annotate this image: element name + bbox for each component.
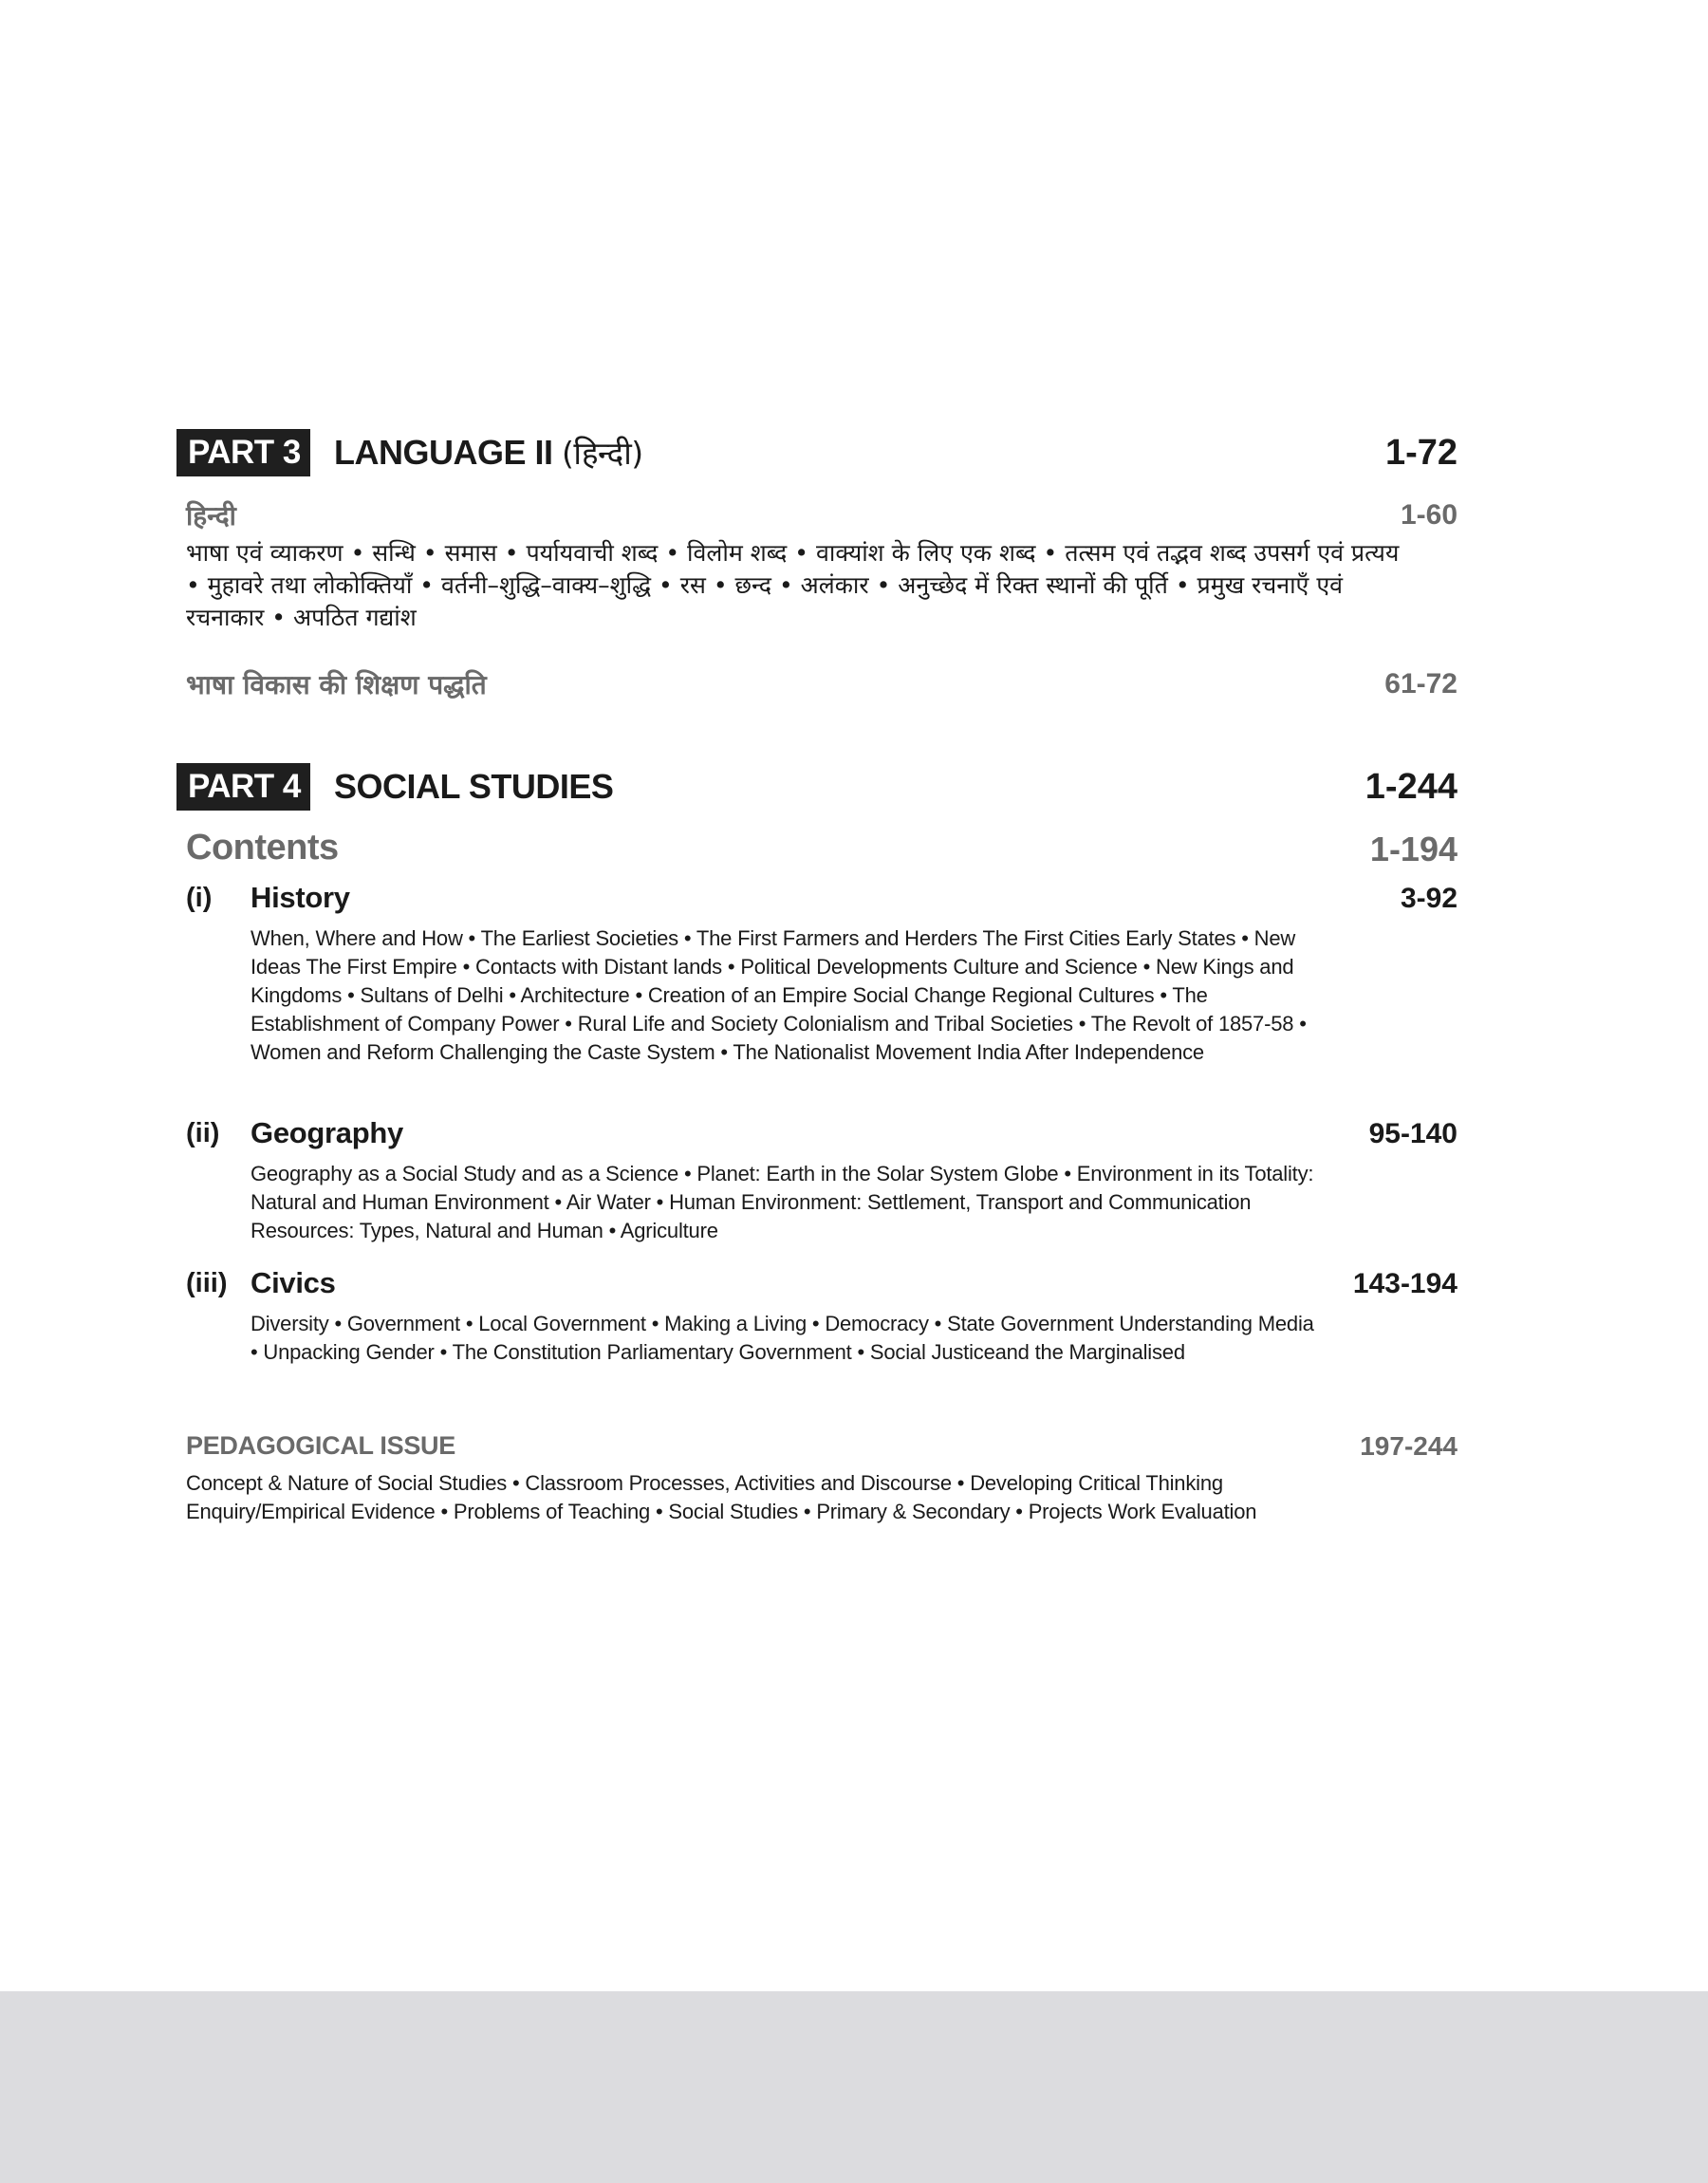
section-topics-geography: Geography as a Social Study and as a Science • Planet: Earth in the Solar System Globe • Environment in its Totality: Natural and Human Environment • Air Water • Human Environment: Settlement, Transport and Communication Resources: Types, Natural and Human • Agriculture <box>251 1162 1314 1242</box>
section-topics-civics: Diversity • Government • Local Government • Making a Living • Democracy • State Government Understanding Media • Unpacking Gender • The Constitution Parliamentary Government • Social Justiceand the Marginalised <box>251 1312 1314 1364</box>
contents-title: Contents <box>186 828 339 868</box>
section-title-civics: Civics <box>251 1266 336 1299</box>
section-number-history: (i) <box>186 883 213 913</box>
page-footer-band <box>0 1991 1708 2183</box>
part4-header <box>176 763 1457 811</box>
pedagogical-title: PEDAGOGICAL ISSUE <box>186 1431 455 1460</box>
section-number-geography: (ii) <box>186 1118 220 1148</box>
part3-badge: PART 3 <box>176 429 310 476</box>
section-title-history: History <box>251 881 350 914</box>
hindi-pedagogy-pages: 61-72 <box>1384 668 1457 700</box>
part4-title: SOCIAL STUDIES <box>334 767 614 806</box>
part3-pages: 1-72 <box>1384 433 1457 473</box>
hindi-pedagogy-title: भाषा विकास की शिक्षण पद्धति <box>186 669 487 700</box>
pedagogical-topics: Concept & Nature of Social Studies • Classroom Processes, Activities and Discourse • Developing Critical Thinking Enquiry/Empirical Evidence • Problems of Teaching • Social Studies • Primary & Secondary • Projects Work Evaluation <box>186 1471 1257 1523</box>
section-pages-geography: 95-140 <box>1368 1118 1457 1149</box>
section-topics-history: When, Where and How • The Earliest Societies • The First Farmers and Herders The First Cities Early States • New Ideas The First Empire • Contacts with Distant lands • Political Developments Culture and Science • New Kings and Kingdoms • Sultans of Delhi • Architecture • Creation of an Empire Social Change Regional Cultures • The Establishment of Company Power • Rural Life and Society Colonialism and Tribal Societies • The Revolt of 1857-58 • Women and Reform Challenging the Caste System • The Nationalist Movement India After Independence <box>251 926 1307 1064</box>
part4-pages: 1-244 <box>1365 767 1457 807</box>
part3-header <box>176 429 1457 476</box>
part3-title-hindi: (हिन्दी) <box>562 435 643 472</box>
part3-title <box>334 429 643 477</box>
part4-badge: PART 4 <box>176 763 310 811</box>
section-title-geography: Geography <box>251 1116 403 1149</box>
section-pages-civics: 143-194 <box>1352 1268 1457 1299</box>
hindi-section-title: हिन्दी <box>186 500 236 532</box>
pedagogical-pages: 197-244 <box>1360 1431 1457 1461</box>
section-number-civics: (iii) <box>186 1268 228 1298</box>
hindi-section-topics: भाषा एवं व्याकरण • सन्धि • समास • पर्यायवाची शब्द • विलोम शब्द • वाक्यांश के लिए एक शब्द • तत्सम एवं तद्भव शब्द उपसर्ग एवं प्रत्यय • मुहावरे तथा लोकोक्तियाँ • वर्तनी–शुद्धि–वाक्य–शुद्धि • रस • छन्द • अलंकार • अनुच्छेद में रिक्त स्थानों की पूर्ति • प्रमुख रचनाएँ एवं रचनाकार • अपठित गद्यांश <box>186 539 1400 631</box>
section-pages-history: 3-92 <box>1400 883 1457 914</box>
hindi-section-pages: 1-60 <box>1400 499 1457 531</box>
part3-title-text: LANGUAGE II <box>334 433 553 472</box>
contents-pages: 1-194 <box>1369 830 1457 868</box>
